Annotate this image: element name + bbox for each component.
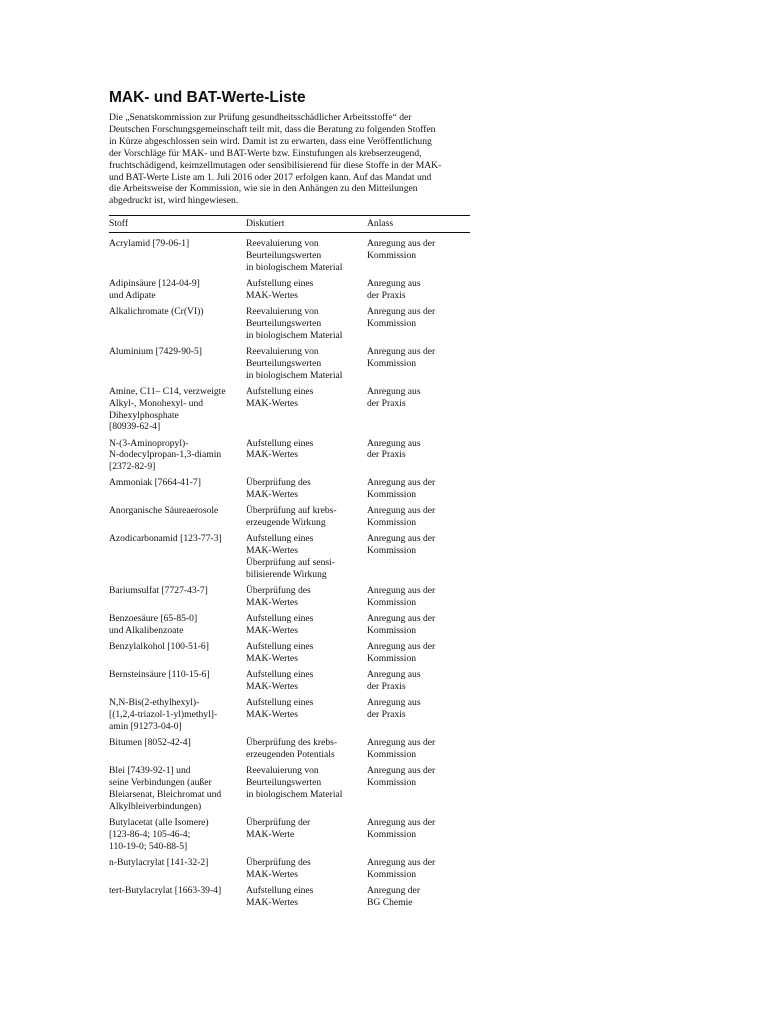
table-row	[109, 346, 470, 382]
intro-line: Deutschen Forschungsgemeinschaft teilt mit, dass die Beratung zu folgenden Stoffen	[109, 123, 436, 135]
table-row	[109, 613, 470, 637]
table-row	[109, 885, 470, 909]
cell-diskutiert: Aufstellung eines MAK-Wertes	[246, 613, 314, 637]
cell-anlass: Anregung aus der Kommission	[367, 585, 436, 609]
cell-diskutiert: Überprüfung auf krebs- erzeugende Wirkung	[246, 505, 337, 529]
cell-anlass: Anregung aus der Kommission	[367, 238, 436, 261]
cell-diskutiert: Aufstellung eines MAK-Wertes Überprüfung auf sensi- bilisierende Wirkung	[246, 533, 335, 581]
cell-diskutiert: Aufstellung eines MAK-Wertes	[246, 641, 314, 665]
cell-diskutiert: Überprüfung des MAK-Wertes	[246, 477, 311, 501]
table-body	[109, 238, 470, 909]
cell-stoff: Bitumen [8052-42-4]	[109, 737, 191, 749]
intro-line: und BAT-Werte Liste am 1. Juli 2016 oder 2017 erfolgen kann. Auf das Mandat und	[109, 171, 432, 183]
table-row	[109, 306, 470, 342]
table-row	[109, 477, 470, 501]
cell-stoff: Adipinsäure [124-04-9] und Adipate	[109, 277, 200, 301]
cell-anlass: Anregung aus der Praxis	[367, 669, 421, 693]
cell-stoff: tert-Butylacrylat [1663-39-4]	[109, 884, 222, 896]
cell-anlass: Anregung aus der Kommission	[367, 305, 436, 329]
intro-line: Die „Senatskommission zur Prüfung gesundheitsschädlicher Arbeitsstoffe“ der	[109, 112, 412, 123]
table-row	[109, 669, 470, 693]
table-row	[109, 386, 470, 434]
cell-stoff: Amine, C11– C14, verzweigte Alkyl-, Monohexyl- und Dihexylphosphate [80939-62-4]	[109, 385, 226, 433]
table-row	[109, 505, 470, 529]
cell-anlass: Anregung aus der Kommission	[367, 533, 436, 557]
cell-diskutiert: Aufstellung eines MAK-Wertes	[246, 697, 314, 721]
cell-anlass: Anregung aus der Praxis	[367, 385, 421, 409]
cell-diskutiert: Aufstellung eines MAK-Wertes	[246, 385, 314, 409]
cell-stoff: Bariumsulfat [7727-43-7]	[109, 585, 208, 597]
cell-diskutiert: Reevaluierung von Beurteilungswerten in biologischem Material	[246, 305, 343, 341]
table-row	[109, 697, 470, 733]
cell-diskutiert: Überprüfung der MAK-Werte	[246, 816, 311, 840]
cell-diskutiert: Überprüfung des krebs- erzeugenden Potentials	[246, 737, 338, 761]
table-row	[109, 438, 470, 474]
table-row	[109, 641, 470, 665]
cell-anlass: Anregung aus der Kommission	[367, 345, 436, 369]
table-row	[109, 278, 470, 302]
cell-stoff: Bernsteinsäure [110-15-6]	[109, 669, 210, 681]
cell-anlass: Anregung aus der Kommission	[367, 816, 436, 840]
cell-diskutiert: Aufstellung eines MAK-Wertes	[246, 437, 314, 461]
cell-anlass: Anregung aus der Kommission	[367, 765, 436, 789]
cell-diskutiert: Überprüfung des MAK-Wertes	[246, 585, 311, 609]
table-row	[109, 533, 470, 581]
cell-stoff: Butylacetat (alle Isomere) [123-86-4; 105-46-4; 110-19-0; 540-88-5]	[109, 816, 209, 852]
cell-anlass: Anregung aus der Praxis	[367, 277, 421, 301]
table-header-row	[109, 216, 470, 233]
cell-anlass: Anregung aus der Kommission	[367, 856, 436, 880]
cell-stoff: Benzylalkohol [100-51-6]	[109, 641, 209, 653]
cell-anlass: Anregung aus der Kommission	[367, 613, 436, 637]
cell-stoff: Aluminium [7429-90-5]	[109, 345, 202, 357]
cell-stoff: n-Butylacrylat [141-32-2]	[109, 856, 209, 868]
cell-diskutiert: Überprüfung des MAK-Wertes	[246, 856, 311, 880]
cell-anlass: Anregung aus der Praxis	[367, 437, 421, 461]
cell-diskutiert: Aufstellung eines MAK-Wertes	[246, 669, 314, 693]
cell-stoff: Blei [7439-92-1] und seine Verbindungen (außer Bleiarsenat, Bleichromat und Alkylbleiverbindungen)	[109, 765, 222, 812]
table-row	[109, 585, 470, 609]
cell-diskutiert: Aufstellung eines MAK-Wertes	[246, 884, 314, 908]
table-row	[109, 857, 470, 881]
substance-table	[109, 215, 470, 909]
table-row	[109, 238, 470, 274]
cell-stoff: Alkalichromate (Cr(VI))	[109, 305, 204, 317]
cell-diskutiert: Reevaluierung von Beurteilungswerten in biologischem Material	[246, 765, 343, 800]
table-row	[109, 817, 470, 853]
cell-stoff: Azodicarbonamid [123-77-3]	[109, 533, 222, 545]
cell-stoff: Anorganische Säureaerosole	[109, 505, 219, 517]
cell-anlass: Anregung der BG Chemie	[367, 884, 421, 908]
table-row	[109, 737, 470, 761]
header-anlass: Anlass	[367, 218, 394, 230]
intro-line: in Kürze abgeschlossen sein wird. Damit ist zu erwarten, dass eine Veröffentlichung	[109, 135, 432, 147]
intro-paragraph	[109, 112, 469, 207]
cell-anlass: Anregung aus der Kommission	[367, 505, 436, 529]
cell-diskutiert: Aufstellung eines MAK-Wertes	[246, 277, 314, 301]
header-diskutiert: Diskutiert	[246, 218, 285, 230]
intro-line: der Vorschläge für MAK- und BAT-Werte bzw. Einstufungen als krebserzeugend,	[109, 147, 422, 159]
page-title: MAK- und BAT-Werte-Liste	[109, 89, 306, 106]
cell-stoff: N,N-Bis(2-ethylhexyl)- [(1,2,4-triazol-1-yl)methyl]- amin [91273-04-0]	[109, 697, 218, 733]
cell-stoff: Acrylamid [79-06-1]	[109, 238, 190, 249]
cell-stoff: Ammoniak [7664-41-7]	[109, 477, 201, 489]
intro-line: fruchtschädigend, keimzellmutagen oder sensibilisierend für diese Stoffe in der MAK-	[109, 159, 442, 171]
cell-anlass: Anregung aus der Kommission	[367, 737, 436, 761]
cell-anlass: Anregung aus der Praxis	[367, 697, 421, 721]
cell-anlass: Anregung aus der Kommission	[367, 641, 436, 665]
cell-stoff: Benzoesäure [65-85-0] und Alkalibenzoate	[109, 613, 198, 637]
cell-stoff: N-(3-Aminopropyl)- N-dodecylpropan-1,3-diamin [2372-82-9]	[109, 437, 222, 473]
header-stoff: Stoff	[109, 218, 129, 230]
table-row	[109, 765, 470, 813]
cell-anlass: Anregung aus der Kommission	[367, 477, 436, 501]
cell-diskutiert: Reevaluierung von Beurteilungswerten in biologischem Material	[246, 238, 343, 273]
intro-line: abgedruckt ist, wird hingewiesen.	[109, 195, 239, 207]
intro-line: die Arbeitsweise der Kommission, wie sie in den Anhängen zu den Mitteilungen	[109, 183, 418, 195]
cell-diskutiert: Reevaluierung von Beurteilungswerten in biologischem Material	[246, 345, 343, 381]
